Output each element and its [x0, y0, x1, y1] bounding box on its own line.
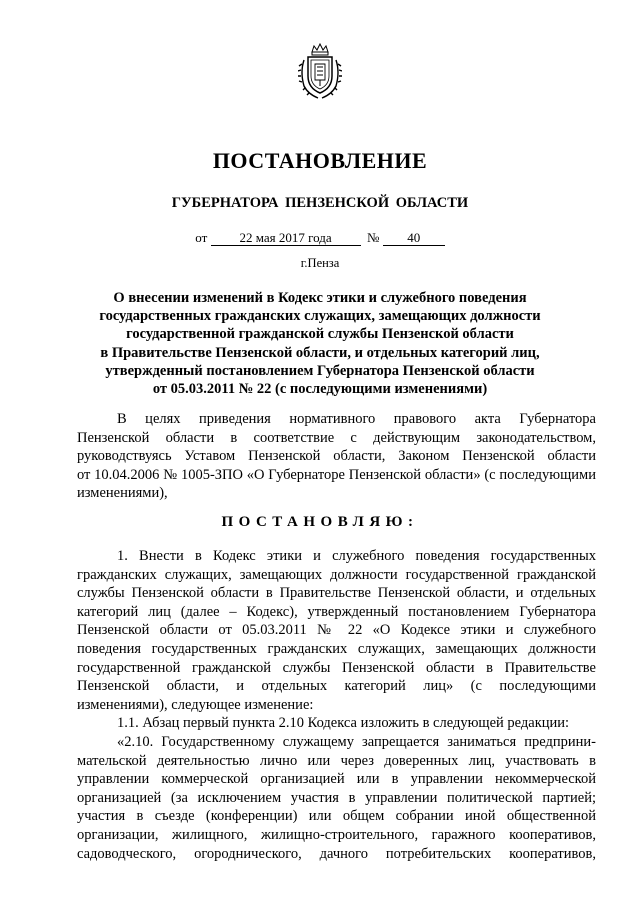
preamble-line: от 10.04.2006 № 1005-ЗПО «О Губернаторе Пензенской области» (с последующими: [77, 466, 596, 483]
quote-line: организацией (за исключением участия в управлении политической партией;: [77, 789, 596, 806]
item-1-line: Пензенской области, и отдельных категорий лиц» (с последующими: [77, 678, 596, 695]
item-1-line: Пензенской области от 05.03.2011 № 22 «О Кодексе этики и служебного: [77, 622, 596, 639]
heading-line: государственной гражданской службы Пензенской области: [126, 326, 514, 343]
item-1-line: изменениями), следующее изменение:: [77, 696, 314, 713]
heading-line: О внесении изменений в Кодекс этики и служебного поведения: [113, 290, 527, 306]
item-1-paragraph: [77, 547, 596, 863]
quote-line: участия в съезде (конференции) или общем собрании иной общественной: [77, 808, 596, 825]
heading-line: государственных гражданских служащих, замещающих должности: [99, 308, 541, 325]
quote-line: «2.10. Государственному служащему запрещается заниматься предприни-: [117, 733, 596, 750]
quote-line: садоводческого, огороднического, дачного потребительских кооперативов,: [77, 845, 596, 862]
document-number: 40: [383, 231, 445, 246]
preamble-line: Пензенской области в соответствие с действующим законодательством,: [77, 429, 596, 446]
city: г.Пенза: [300, 256, 340, 270]
quote-line: управлении коммерческой организацией или в управлении некоммерческой: [77, 771, 596, 788]
date-line: [0, 230, 640, 246]
coat-of-arms-icon: [298, 42, 342, 100]
preamble-line: изменениями),: [77, 485, 168, 502]
heading-line: в Правительстве Пензенской области, и отдельных категорий лиц,: [100, 344, 540, 361]
item-1-line: категорий лиц (далее – Кодекс), утвержденный постановлением Губернатора: [77, 603, 596, 620]
page-subtitle: ГУБЕРНАТОРА ПЕНЗЕНСКОЙ ОБЛАСТИ: [171, 195, 469, 211]
preamble-line: руководствуясь Уставом Пензенской области, Законом Пензенской области: [77, 448, 596, 465]
date-prefix: от: [195, 230, 208, 245]
document-date: 22 мая 2017 года: [211, 231, 361, 246]
heading-line: от 05.03.2011 № 22 (с последующими изменениями): [152, 381, 488, 398]
quote-line: организации, жилищного, жилищно-строительного, гаражного кооперативов,: [77, 826, 596, 843]
document-heading: [70, 289, 570, 398]
number-prefix: №: [367, 230, 380, 245]
preamble-paragraph: [77, 410, 596, 503]
item-1-line: гражданских служащих, замещающих должности государственной гражданской: [77, 566, 596, 583]
decree-word: ПОСТАНОВЛЯЮ:: [221, 514, 419, 530]
item-1-line: поведения государственных гражданских служащих, замещающих должности: [77, 640, 596, 657]
item-1-line: 1. Внести в Кодекс этики и служебного поведения государственных: [117, 548, 596, 564]
heading-line: утвержденный постановлением Губернатора Пензенской области: [105, 362, 535, 379]
item-1-line: службы Пензенской области в Правительстве Пензенской области, и отдельных: [77, 585, 596, 602]
item-1-1-line: 1.1. Абзац первый пункта 2.10 Кодекса изложить в следующей редакции:: [117, 715, 570, 732]
item-1-line: государственной гражданской службы Пензенской области в Правительстве: [77, 659, 596, 676]
page-title: ПОСТАНОВЛЕНИЕ: [212, 148, 428, 173]
preamble-line: В целях приведения нормативного правового акта Губернатора: [117, 411, 596, 427]
quote-line: мательской деятельностью лично или через доверенных лиц, участвовать в: [77, 752, 596, 769]
